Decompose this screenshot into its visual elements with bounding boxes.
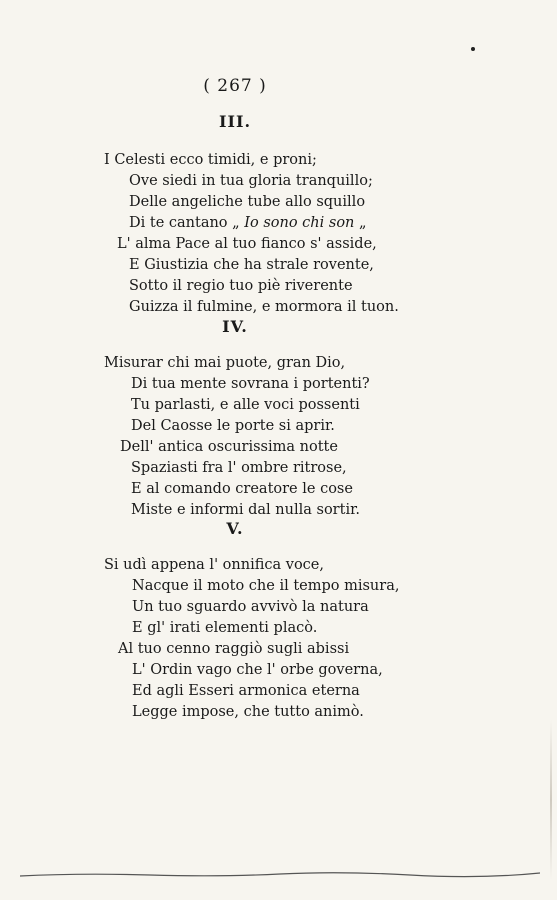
verse-line: Al tuo cenno raggiò sugli abissi (118, 641, 350, 657)
verse-line: E gl' irati elementi placò. (132, 620, 318, 636)
verse-line: Di tua mente sovrana i portenti? (131, 376, 370, 392)
verse-line: Misurar chi mai puote, gran Dio, (104, 355, 346, 371)
bottom-scan-rule (20, 870, 540, 880)
ink-speck (471, 47, 475, 51)
verse-line: Legge impose, che tutto animò. (132, 704, 364, 720)
verse-line: L' Ordin vago che l' orbe governa, (132, 662, 383, 678)
verse-line: Delle angeliche tube allo squillo (129, 194, 366, 210)
verse-line: Tu parlasti, e alle voci possenti (131, 397, 360, 413)
verse-line: E al comando creatore le cose (131, 481, 353, 497)
verse-line: Si udì appena l' onnifica voce, (104, 557, 324, 573)
verse-line: L' alma Pace al tuo fianco s' asside, (117, 236, 377, 252)
verse-line: Del Caosse le porte si aprir. (131, 418, 335, 434)
verse-line: Ove siedi in tua gloria tranquillo; (129, 173, 373, 189)
italic-quotation: Io sono chi son (244, 215, 355, 231)
verse-line: Nacque il moto che il tempo misura, (132, 578, 400, 594)
page-edge-shadow (550, 720, 552, 880)
verse-line: Dell' antica oscurissima notte (120, 439, 338, 455)
verse-line: Spaziasti fra l' ombre ritrose, (131, 460, 347, 476)
verse-line: Miste e informi dal nulla sortir. (131, 502, 361, 518)
section-title-iii: III. (218, 112, 252, 131)
section-title-v: V. (226, 519, 244, 538)
page-number: ( 267 ) (203, 76, 267, 96)
verse-line: Sotto il regio tuo piè riverente (129, 278, 353, 294)
verse-line: Ed agli Esseri armonica eterna (132, 683, 360, 699)
verse-line-with-italic: Di te cantano „ Io sono chi son „ (129, 215, 367, 231)
verse-line: E Giustizia che ha strale rovente, (129, 257, 374, 273)
section-title-iv: IV. (222, 317, 248, 336)
verse-line: Un tuo sguardo avvivò la natura (132, 599, 369, 615)
verse-line: I Celesti ecco timidi, e proni; (104, 152, 317, 168)
verse-line: Guizza il fulmine, e mormora il tuon. (129, 299, 399, 315)
